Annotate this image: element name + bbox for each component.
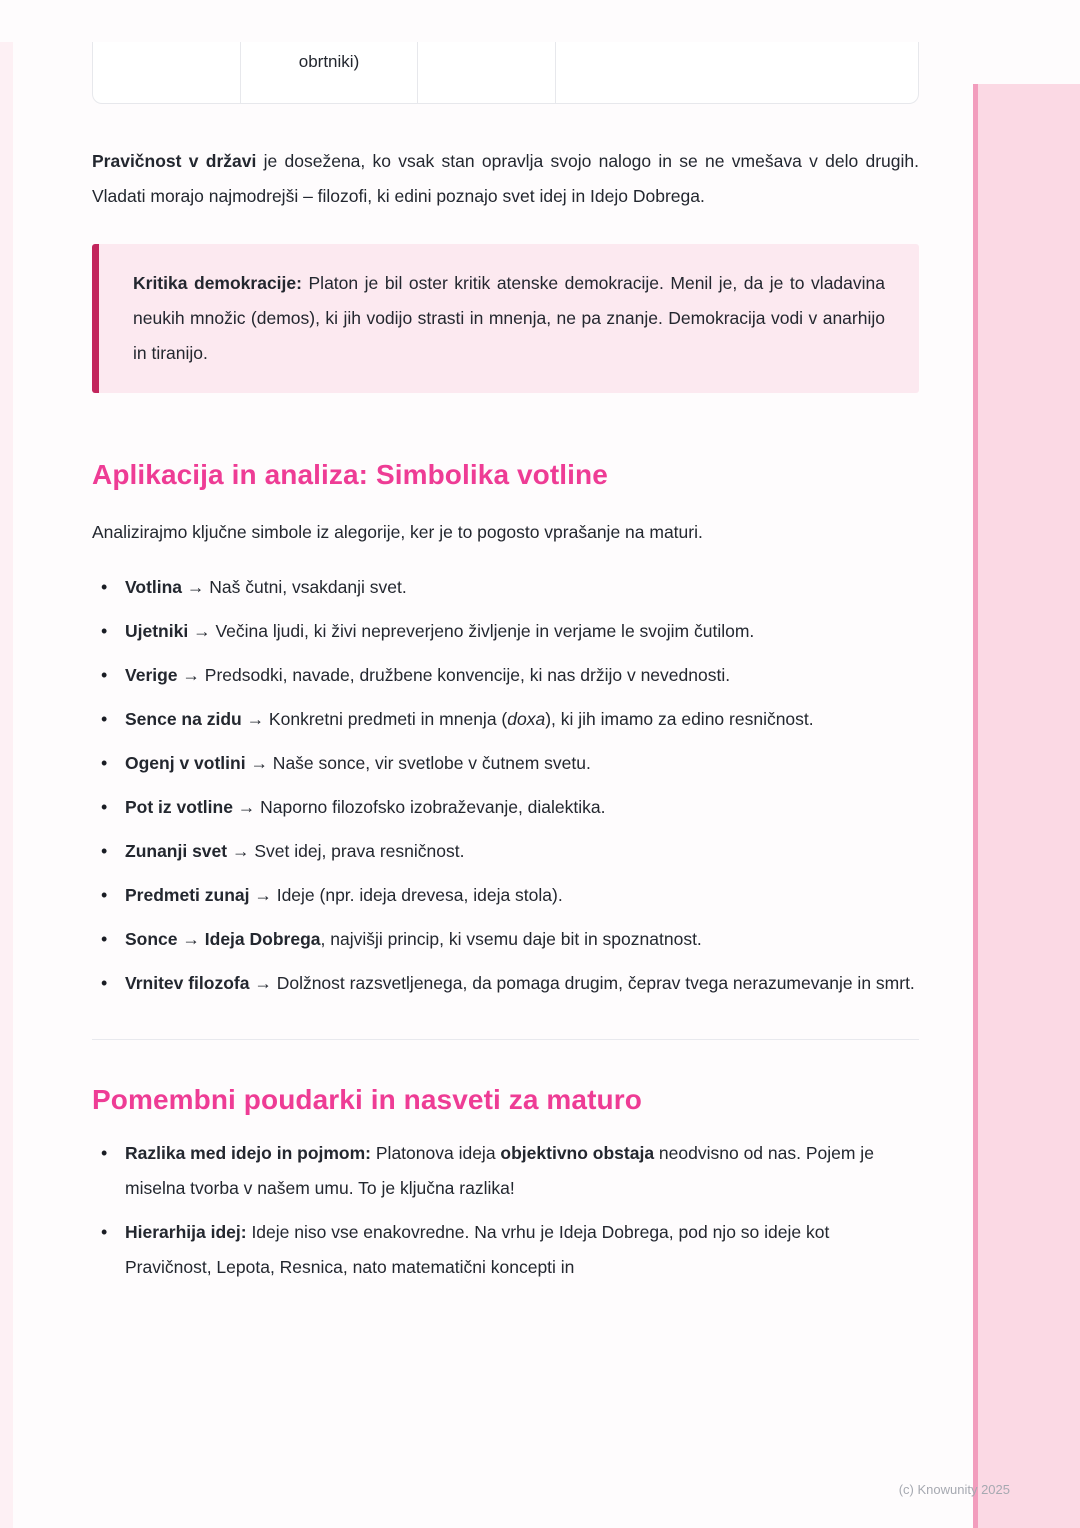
- text-segment: je dosežena, ko vsak stan opravlja svojo nalogo in se ne vmešava v delo drugih. Vladati morajo najmodrejši – filozofi, ki edini poznajo svet idej in Idejo Dobrega.: [92, 151, 919, 206]
- text-segment: ), ki jih imamo za edino resničnost.: [545, 709, 814, 729]
- table-cell: [93, 42, 241, 103]
- text-segment: neodvisno od nas. Pojem je miselna tvorba v našem umu. To je ključna razlika!: [125, 1143, 874, 1198]
- table-cell-text: obrtniki): [298, 52, 360, 71]
- list-item: [92, 614, 919, 649]
- text-segment: Kritika demokracije:: [133, 273, 302, 293]
- text-segment: → Naš čutni, vsakdanji svet.: [182, 577, 407, 597]
- text-segment: Platonova ideja: [371, 1143, 501, 1163]
- left-edge-tint: [0, 42, 13, 1528]
- list-item: [92, 790, 919, 825]
- text-segment: → Dolžnost razsvetljenega, da pomaga drugim, čeprav tvega nerazumevanje in smrt.: [249, 973, 915, 993]
- stripe-accent-line: [973, 84, 978, 1528]
- document-content: [92, 42, 919, 1285]
- text-segment: Pravičnost v državi: [92, 151, 257, 171]
- text-segment: Ogenj v votlini: [125, 753, 246, 773]
- symbol-list: [92, 570, 919, 1001]
- section-lead-paragraph: Analizirajmo ključne simbole iz alegorije, ker je to pogosto vprašanje na maturi.: [92, 522, 703, 542]
- text-segment: , najvišji princip, ki vsemu daje bit in spoznatnost.: [320, 929, 702, 949]
- list-item: [92, 746, 919, 781]
- text-segment: Razlika med idejo in pojmom:: [125, 1143, 372, 1163]
- section-divider: [92, 1039, 919, 1040]
- text-segment: → Konkretni predmeti in mnenja (: [241, 709, 508, 729]
- text-segment: doxa: [507, 709, 546, 729]
- text-segment: Ujetniki: [125, 621, 189, 641]
- table-cell: [556, 42, 918, 103]
- text-segment: Pot iz votline: [125, 797, 233, 817]
- list-item: [92, 1136, 919, 1206]
- table-fragment: [92, 42, 919, 104]
- list-item: [92, 966, 919, 1001]
- text-segment: →: [177, 929, 205, 949]
- text-segment: Sonce: [125, 929, 178, 949]
- callout-text: [133, 266, 885, 371]
- list-item: [92, 878, 919, 913]
- list-item: [92, 834, 919, 869]
- text-segment: Ideja Dobrega: [204, 929, 321, 949]
- list-item: [92, 658, 919, 693]
- text-segment: Ideje niso vse enakovredne. Na vrhu je Ideja Dobrega, pod njo so ideje kot Pravičnost, Lepota, Resnica, nato matematični koncepti in: [125, 1222, 830, 1277]
- tips-list: [92, 1136, 919, 1285]
- intro-paragraph: [92, 144, 919, 214]
- text-segment: Votlina: [125, 577, 183, 597]
- text-segment: → Predsodki, navade, družbene konvencije, ki nas držijo v nevednosti.: [177, 665, 731, 685]
- table-cell: [241, 42, 418, 103]
- text-segment: Predmeti zunaj: [125, 885, 250, 905]
- text-segment: → Svet idej, prava resničnost.: [227, 841, 465, 861]
- text-segment: Platon je bil oster kritik atenske demokracije. Menil je, da je to vladavina neukih množic (demos), ki jih vodijo strasti in mnenja, ne pa znanje. Demokracija vodi v anarhijo in tiranijo.: [133, 273, 885, 363]
- text-segment: objektivno obstaja: [500, 1143, 655, 1163]
- section-title-poudarki-maturo: Pomembni poudarki in nasveti za maturo: [92, 1084, 642, 1115]
- list-item: [92, 702, 919, 737]
- section-title-simbolika-votline: Aplikacija in analiza: Simbolika votline: [92, 459, 608, 490]
- text-segment: Verige: [125, 665, 178, 685]
- list-item: [92, 570, 919, 605]
- text-segment: Vrnitev filozofa: [125, 973, 250, 993]
- callout-box: [92, 244, 919, 393]
- text-segment: → Naporno filozofsko izobraževanje, dialektika.: [232, 797, 606, 817]
- right-decorative-stripe: [978, 84, 1080, 1528]
- text-segment: → Večina ljudi, ki živi nepreverjeno življenje in verjame le svojim čutilom.: [188, 621, 755, 641]
- text-segment: Zunanji svet: [125, 841, 228, 861]
- text-segment: → Naše sonce, vir svetlobe v čutnem svetu.: [245, 753, 591, 773]
- text-segment: Hierarhija idej:: [125, 1222, 247, 1242]
- list-item: [92, 922, 919, 957]
- text-segment: → Ideje (npr. ideja drevesa, ideja stola).: [249, 885, 563, 905]
- text-segment: Sence na zidu: [125, 709, 242, 729]
- table-cell: [418, 42, 556, 103]
- list-item: [92, 1215, 919, 1285]
- watermark: (c) Knowunity 2025: [898, 1482, 1010, 1497]
